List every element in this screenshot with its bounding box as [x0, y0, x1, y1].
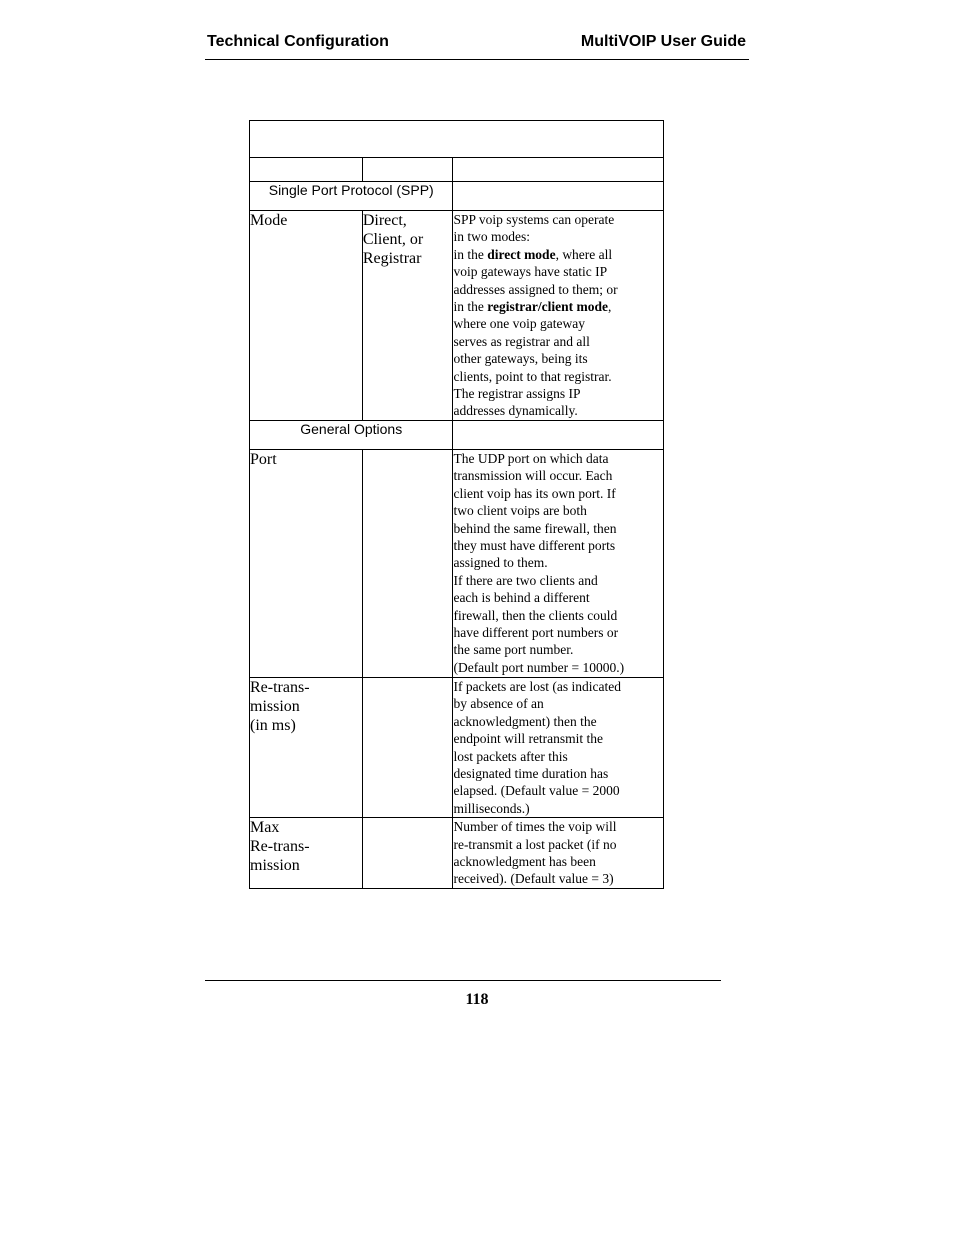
field-description-max-retransmission — [453, 818, 664, 889]
name-line: mission — [250, 857, 300, 875]
desc-line: voip gateways have static IP — [453, 264, 608, 280]
header-rule — [205, 59, 749, 60]
desc-line: in the direct mode, where all — [453, 246, 613, 262]
desc-line: where one voip gateway — [453, 316, 586, 332]
desc-line: they must have different ports — [453, 538, 616, 554]
name-line: mission — [250, 698, 300, 715]
table-row-retransmission — [250, 678, 664, 818]
desc-line: SPP voip systems can operate — [453, 212, 615, 227]
desc-line: serves as registrar and all — [453, 333, 590, 349]
desc-line: endpoint will retransmit the — [453, 731, 604, 747]
desc-line: firewall, then the clients could — [453, 607, 618, 623]
desc-line: Number of times the voip will — [453, 819, 617, 835]
table-title-cell — [250, 121, 664, 158]
desc-line: other gateways, being its — [453, 351, 588, 367]
field-values-max-retransmission — [362, 818, 453, 889]
desc-line: client voip has its own port. If — [453, 485, 616, 501]
section-blank-cell — [453, 182, 664, 211]
desc-line: each is behind a different — [453, 590, 590, 606]
name-line: Re-trans- — [250, 838, 310, 856]
field-description-mode — [453, 211, 664, 421]
desc-line: addresses dynamically. — [453, 403, 578, 419]
desc-line: milliseconds.) — [453, 800, 530, 816]
desc-line: by absence of an — [453, 696, 544, 712]
mode-value-line: Client, or — [362, 231, 424, 248]
desc-line: have different port numbers or — [453, 625, 619, 641]
field-values-mode — [362, 211, 453, 421]
name-line: Max — [250, 819, 280, 837]
column-header-values — [362, 158, 453, 182]
section-row-spp — [250, 182, 664, 211]
running-header-section: Technical Configuration — [207, 33, 389, 50]
desc-line: acknowledgment) then the — [453, 713, 597, 729]
field-name-mode: Mode — [250, 211, 363, 421]
section-label-spp: Single Port Protocol (SPP) — [250, 182, 453, 211]
table-row-port — [250, 450, 664, 678]
desc-line: re-transmit a lost packet (if no — [453, 836, 617, 852]
desc-line: two client voips are both — [453, 503, 587, 519]
mode-value-line: Registrar — [362, 250, 422, 267]
name-line: (in ms) — [250, 717, 296, 734]
name-line: Re-trans- — [250, 679, 310, 696]
desc-line: designated time duration has — [453, 766, 609, 782]
desc-line: If packets are lost (as indicated — [453, 679, 622, 694]
desc-line: The registrar assigns IP — [453, 386, 581, 402]
field-name-port: Port — [250, 450, 363, 678]
desc-line: acknowledgment has been — [453, 854, 596, 870]
config-table — [249, 120, 664, 889]
table-column-header-row — [250, 158, 664, 182]
running-header-title: MultiVOIP User Guide — [580, 33, 746, 50]
desc-line: received). (Default value = 3) — [453, 871, 614, 887]
desc-line: the same port number. — [453, 642, 574, 658]
desc-line: in the registrar/client mode, — [453, 299, 612, 315]
desc-line: transmission will occur. Each — [453, 468, 613, 484]
field-values-port — [362, 450, 453, 678]
field-name-retransmission — [250, 678, 363, 818]
direct-mode-term: direct mode — [487, 246, 556, 262]
table-row-mode — [250, 211, 664, 421]
section-blank-cell — [453, 421, 664, 450]
desc-line: behind the same firewall, then — [453, 520, 617, 536]
page-number: 118 — [465, 991, 489, 1008]
registrar-client-mode-term: registrar/client mode — [487, 299, 609, 315]
desc-line: in two modes: — [453, 229, 530, 245]
desc-line: The UDP port on which data — [453, 451, 609, 466]
column-header-description — [453, 158, 664, 182]
field-name-max-retransmission — [250, 818, 363, 889]
field-values-retransmission — [362, 678, 453, 818]
footer-rule — [205, 980, 721, 981]
desc-line: addresses assigned to them; or — [453, 281, 618, 297]
desc-line: elapsed. (Default value = 2000 — [453, 783, 620, 799]
table-row-max-retransmission — [250, 818, 664, 889]
mode-value-line: Direct, — [362, 212, 407, 229]
desc-line: If there are two clients and — [453, 572, 598, 588]
desc-line: (Default port number = 10000.) — [453, 659, 625, 675]
table-title-row — [250, 121, 664, 158]
desc-line: lost packets after this — [453, 748, 568, 764]
desc-line: assigned to them. — [453, 555, 548, 571]
section-label-general: General Options — [250, 421, 453, 450]
field-description-port — [453, 450, 664, 678]
desc-line: clients, point to that registrar. — [453, 368, 612, 384]
field-description-retransmission — [453, 678, 664, 818]
section-row-general — [250, 421, 664, 450]
column-header-field — [250, 158, 363, 182]
